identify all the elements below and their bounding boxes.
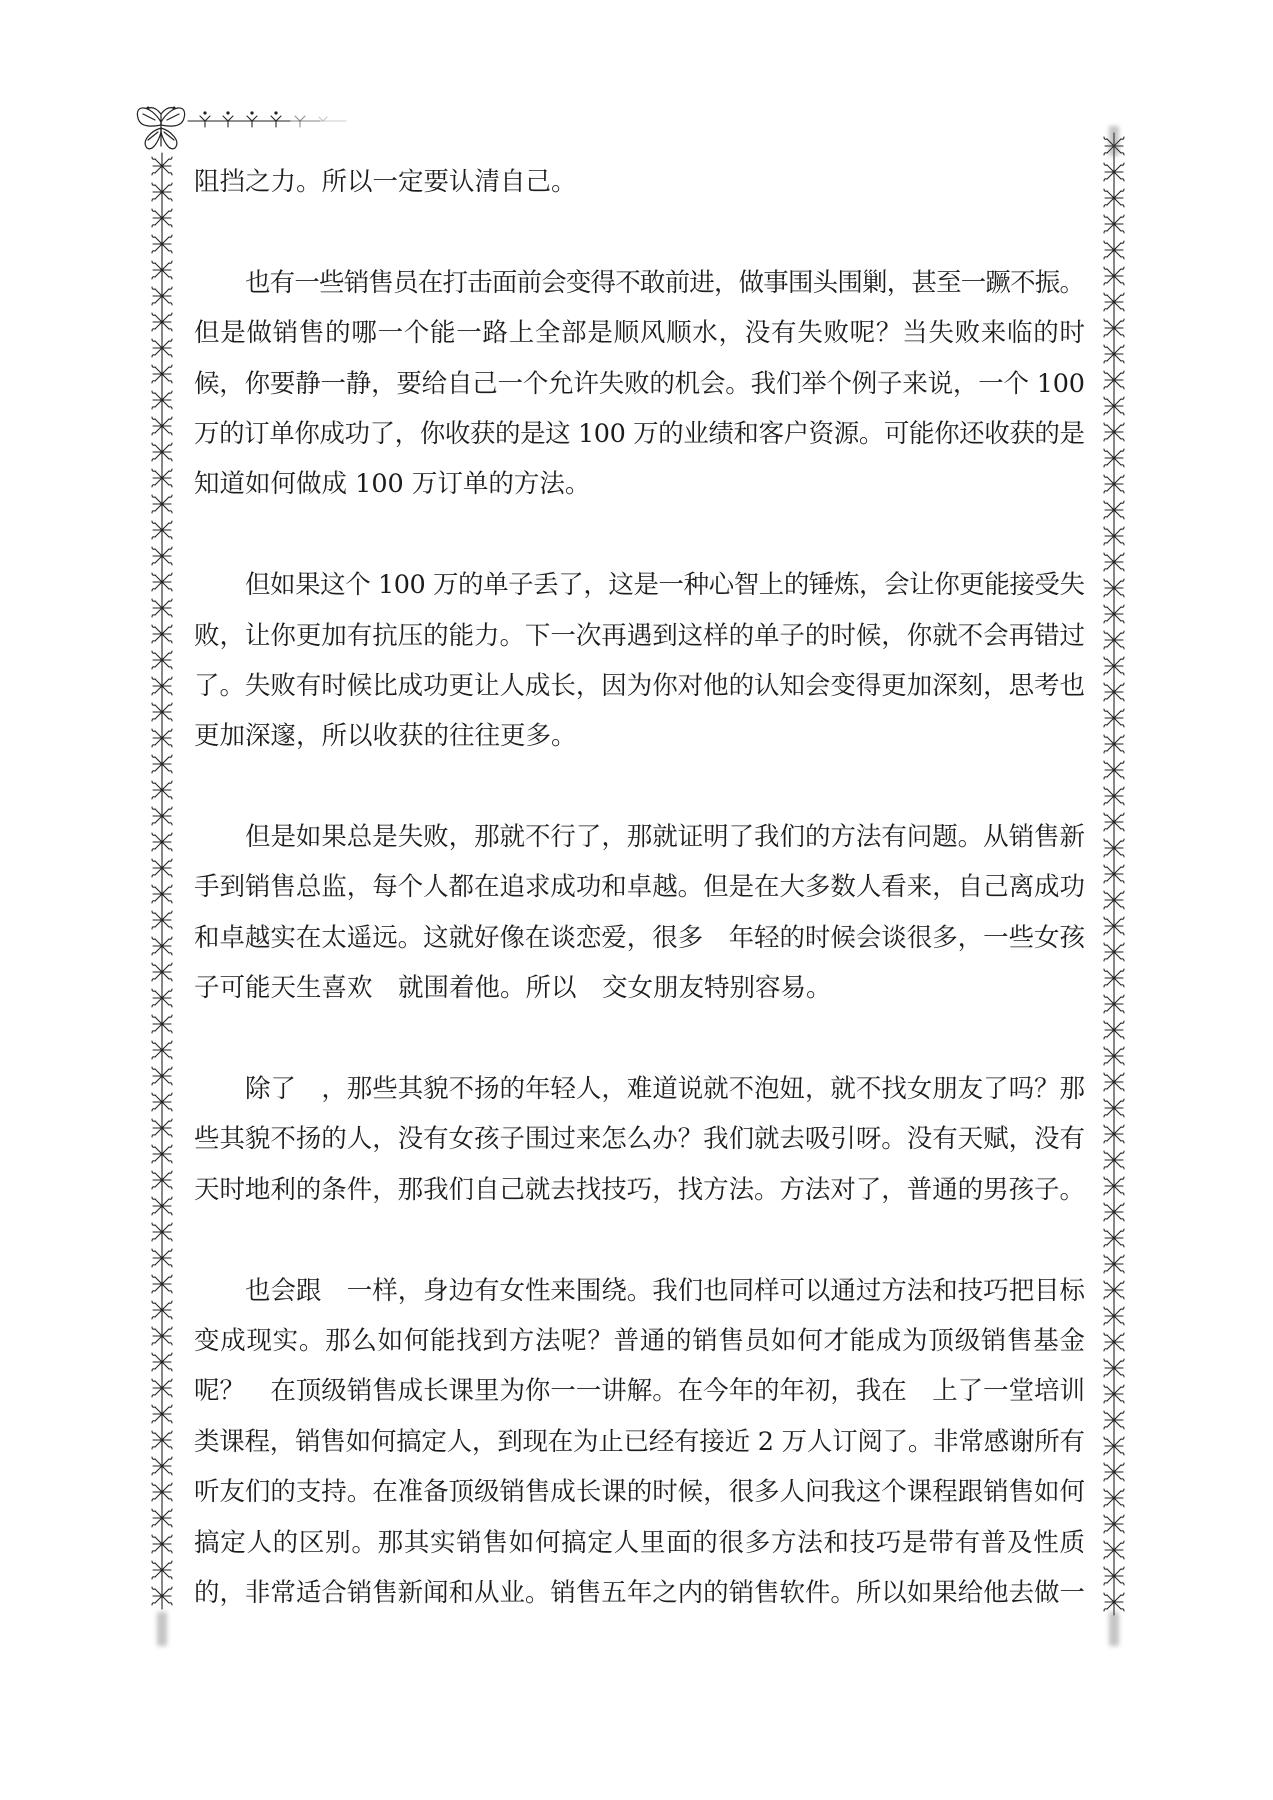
paragraph [194,1064,1085,1215]
border-star-ornament-icon [152,881,172,907]
text-line: 更加深邃，所以收获的往往更多。 [194,721,577,752]
border-star-ornament-icon [152,309,172,335]
border-star-ornament-icon [1104,289,1124,315]
border-star-ornament-icon [152,491,172,517]
border-star-ornament-icon [1104,367,1124,393]
border-star-ornament-icon [1104,1303,1124,1329]
border-star-ornament-icon [152,335,172,361]
border-star-ornament-icon [1104,627,1124,653]
border-star-ornament-icon [1104,809,1124,835]
border-star-ornament-icon [1104,1589,1124,1615]
paragraph [194,560,1085,762]
right-border-ornament [1104,133,1124,1615]
border-star-ornament-icon [1104,1355,1124,1381]
border-star-ornament-icon [1104,1017,1124,1043]
text-line: 搞定人的区别。那其实销售如何搞定人里面的很多方法和技巧是带有普及性质 [194,1527,1086,1558]
border-star-ornament-icon [1104,1147,1124,1173]
paragraph [194,812,1085,1014]
border-star-ornament-icon [152,699,172,725]
border-star-ornament-icon [1104,1563,1124,1589]
text-line: 呢？ 在顶级销售成长课里为你一一讲解。在今年的年初，我在 上了一堂培训 [194,1376,1085,1407]
border-star-ornament-icon [152,465,172,491]
border-star-ornament-icon [152,673,172,699]
text-line: 听友们的支持。在准备顶级销售成长课的时候，很多人问我这个课程跟销售如何 [194,1477,1085,1508]
paragraph [194,157,1085,207]
border-star-ornament-icon [152,413,172,439]
border-star-ornament-icon [1104,445,1124,471]
border-star-ornament-icon [1104,1043,1124,1069]
border-star-ornament-icon [1104,393,1124,419]
border-star-ornament-icon [152,361,172,387]
border-star-ornament-icon [1104,965,1124,991]
text-line: 和卓越实在太遥远。这就好像在谈恋爱，很多 年轻的时候会谈很多，一些女孩 [194,922,1085,953]
text-line: 也会跟 一样，身边有女性来围绕。我们也同样可以通过方法和技巧把目标 [245,1275,1085,1306]
border-star-ornament-icon [152,1141,172,1167]
border-star-ornament-icon [1104,1121,1124,1147]
border-star-ornament-icon [1104,133,1124,159]
border-star-ornament-icon [152,1063,172,1089]
border-star-ornament-icon [1104,757,1124,783]
border-star-ornament-icon [1104,1511,1124,1537]
text-line: 的，非常适合销售新闻和从业。销售五年之内的销售软件。所以如果给他去做一 [194,1577,1085,1608]
top-garland-ornament [188,111,346,127]
border-star-ornament-icon [152,1323,172,1349]
border-star-ornament-icon [1104,1251,1124,1277]
border-star-ornament-icon [1104,1485,1124,1511]
border-star-ornament-icon [1104,783,1124,809]
paragraph [194,258,1085,510]
border-star-ornament-icon [152,517,172,543]
border-star-ornament-icon [1104,887,1124,913]
border-star-ornament-icon [152,569,172,595]
border-star-ornament-icon [1104,861,1124,887]
border-star-ornament-icon [1104,419,1124,445]
left-border-ornament [152,153,172,1609]
border-star-ornament-icon [1104,1537,1124,1563]
border-star-ornament-icon [152,1453,172,1479]
text-line: 天时地利的条件，那我们自己就去找技巧，找方法。方法对了，普通的男孩子。 [194,1174,1085,1205]
document-body-text [194,157,1085,1618]
border-star-ornament-icon [1104,471,1124,497]
border-star-ornament-icon [152,621,172,647]
border-star-ornament-icon [152,387,172,413]
text-line: 些其貌不扬的人，没有女孩子围过来怎么办？我们就去吸引呀。没有天赋，没有 [194,1124,1085,1155]
border-star-ornament-icon [1104,705,1124,731]
border-star-ornament-icon [1104,1173,1124,1199]
border-star-ornament-icon [152,595,172,621]
border-star-ornament-icon [152,959,172,985]
border-star-ornament-icon [152,751,172,777]
border-star-ornament-icon [152,777,172,803]
text-line: 万的订单你成功了，你收获的是这 100 万的业绩和客户资源。可能你还收获的是 [194,418,1085,449]
text-line: 也有一些销售员在打击面前会变得不敢前进，做事围头围剿，甚至一蹶不振。 [245,267,1085,298]
text-line: 类课程，销售如何搞定人，到现在为止已经有接近 2 万人订阅了。非常感谢所有 [194,1426,1085,1457]
border-star-ornament-icon [152,1505,172,1531]
border-star-ornament-icon [1104,731,1124,757]
border-star-ornament-icon [152,439,172,465]
top-right-shadow [1109,126,1119,156]
border-star-ornament-icon [152,1167,172,1193]
border-star-ornament-icon [152,1245,172,1271]
border-star-ornament-icon [1104,1459,1124,1485]
border-star-ornament-icon [1104,575,1124,601]
border-star-ornament-icon [1104,1381,1124,1407]
text-line: 手到销售总监，每个人都在追求成功和卓越。但是在大多数人看来，自己离成功 [194,872,1085,903]
border-star-ornament-icon [152,855,172,881]
border-star-ornament-icon [152,829,172,855]
border-star-ornament-icon [1104,653,1124,679]
border-star-ornament-icon [1104,1069,1124,1095]
border-star-ornament-icon [152,153,172,179]
border-star-ornament-icon [1104,1433,1124,1459]
text-line: 变成现实。那么如何能找到方法呢？普通的销售员如何才能成为顶级销售基金 [194,1325,1086,1356]
border-star-ornament-icon [1104,263,1124,289]
border-star-ornament-icon [1104,211,1124,237]
border-star-ornament-icon [152,1193,172,1219]
border-star-ornament-icon [152,205,172,231]
bottom-left-shadow [157,1612,167,1646]
border-star-ornament-icon [1104,939,1124,965]
border-star-ornament-icon [152,1115,172,1141]
border-star-ornament-icon [152,1297,172,1323]
border-star-ornament-icon [152,283,172,309]
text-line: 败，让你更加有抗压的能力。下一次再遇到这样的单子的时候，你就不会再错过 [194,620,1085,651]
border-star-ornament-icon [152,647,172,673]
border-star-ornament-icon [1104,523,1124,549]
border-star-ornament-icon [152,1401,172,1427]
border-star-ornament-icon [1104,497,1124,523]
border-star-ornament-icon [152,1583,172,1609]
corner-butterfly-ornament-icon [137,107,184,149]
border-star-ornament-icon [1104,185,1124,211]
text-line: 阻挡之力。所以一定要认清自己。 [194,167,577,197]
border-star-ornament-icon [152,1219,172,1245]
paragraph [194,1266,1085,1619]
bottom-right-shadow [1109,1612,1119,1646]
text-line: 但是如果总是失败，那就不行了，那就证明了我们的方法有问题。从销售新 [245,822,1085,853]
border-star-ornament-icon [152,1011,172,1037]
border-star-ornament-icon [152,1531,172,1557]
border-star-ornament-icon [152,1037,172,1063]
border-star-ornament-icon [152,1089,172,1115]
border-star-ornament-icon [1104,679,1124,705]
border-star-ornament-icon [152,1271,172,1297]
border-star-ornament-icon [152,231,172,257]
border-star-ornament-icon [1104,549,1124,575]
text-line: 但是做销售的哪一个能一路上全部是顺风顺水，没有失败呢？当失败来临的时 [194,318,1086,349]
border-star-ornament-icon [1104,601,1124,627]
border-star-ornament-icon [152,907,172,933]
border-star-ornament-icon [152,1479,172,1505]
text-line: 子可能天生喜欢 就围着他。所以 交女朋友特别容易。 [194,973,832,1004]
border-star-ornament-icon [1104,1225,1124,1251]
border-star-ornament-icon [152,257,172,283]
border-star-ornament-icon [152,1557,172,1583]
border-star-ornament-icon [1104,991,1124,1017]
border-star-ornament-icon [152,985,172,1011]
border-star-ornament-icon [152,1427,172,1453]
border-star-ornament-icon [152,1349,172,1375]
text-line: 除了 ，那些其貌不扬的年轻人，难道说就不泡妞，就不找女朋友了吗？那 [245,1074,1085,1105]
border-star-ornament-icon [1104,913,1124,939]
border-star-ornament-icon [1104,1199,1124,1225]
border-star-ornament-icon [152,179,172,205]
text-line: 但如果这个 100 万的单子丢了，这是一种心智上的锤炼，会让你更能接受失 [245,570,1085,601]
border-star-ornament-icon [1104,1329,1124,1355]
border-star-ornament-icon [152,1375,172,1401]
border-star-ornament-icon [1104,1407,1124,1433]
border-star-ornament-icon [1104,1277,1124,1303]
border-star-ornament-icon [1104,835,1124,861]
border-star-ornament-icon [1104,315,1124,341]
border-star-ornament-icon [1104,341,1124,367]
border-star-ornament-icon [152,933,172,959]
border-star-ornament-icon [152,803,172,829]
text-line: 候，你要静一静，要给自己一个允许失败的机会。我们举个例子来说，一个 100 [194,368,1085,399]
border-star-ornament-icon [152,543,172,569]
text-line: 知道如何做成 100 万订单的方法。 [194,469,591,500]
border-star-ornament-icon [1104,237,1124,263]
border-star-ornament-icon [1104,159,1124,185]
text-line: 了。失败有时候比成功更让人成长，因为你对他的认知会变得更加深刻，思考也 [194,670,1085,701]
border-star-ornament-icon [1104,1095,1124,1121]
border-star-ornament-icon [152,725,172,751]
